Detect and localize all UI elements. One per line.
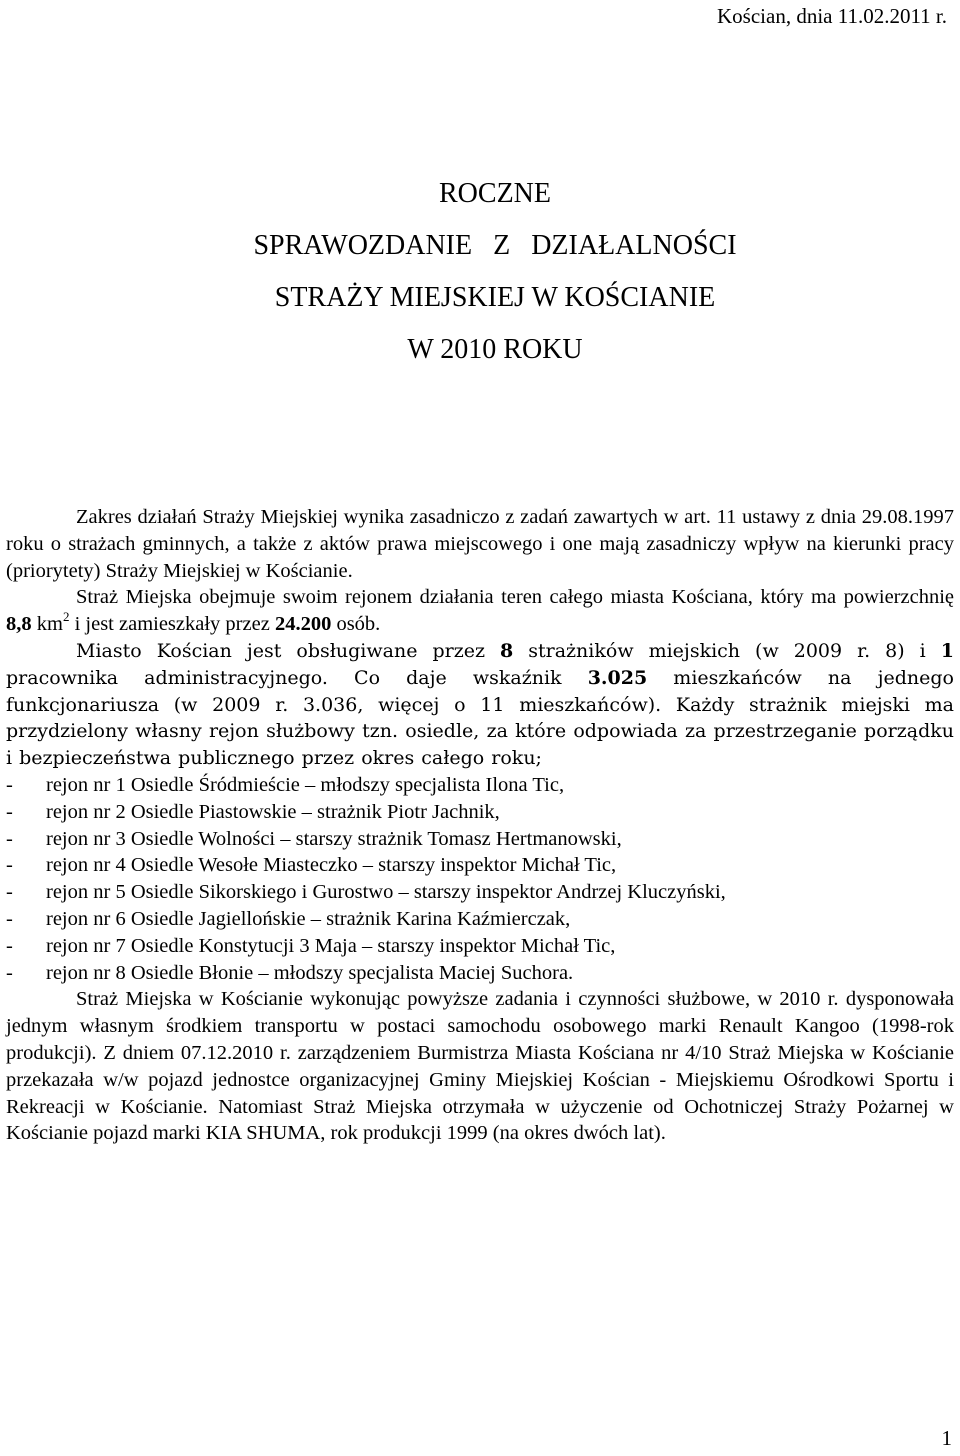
list-item [6,879,954,906]
area-text-a: Straż Miejska obejmuje swoim rejonem działania teren całego miasta Kościana, który ma powierzchnię [76,586,954,609]
list-dash: - [6,800,13,823]
document-date: Kościan, dnia 11.02.2011 r. [717,4,947,28]
paragraph-transport: Straż Miejska w Kościanie wykonując powyższe zadania i czynności służbowe, w 2010 r. dysponowała jednym własnym środkiem transportu w postaci samochodu osobowego marki Renault Kangoo (1998-rok produkcji). Z dniem 07.12.2010 r. zarządzeniem Burmistrza Miasta Kościana nr 4/10 Straż Miejska w Kościanie przekazała w/w pojazd jednostce organizacyjnej Gminy Miejskiej Kościan - Miejskiemu Ośrodkowi Sportu i Rekreacji w Kościanie. Natomiast Straż Miejska otrzymała w użyczenie od Ochotniczej Straży Pożarnej w Kościanie pojazd marki KIA SHUMA, rok produkcji 1999 (na okres dwóch lat). [6,988,954,1145]
staff-text-b: strażników miejskich (w 2009 r. 8) i [513,639,941,662]
list-item-text: rejon nr 5 Osiedle Sikorskiego i Gurostwo – starszy inspektor Andrzej Kluczyński, [46,881,726,904]
list-item [6,906,954,933]
paragraph-area [6,584,954,638]
list-dash: - [6,907,13,930]
ratio-value: 3.025 [587,666,648,689]
title-line-2: SPRAWOZDANIE Z DZIAŁALNOŚCI [253,230,737,261]
list-item-text: rejon nr 6 Osiedle Jagiellońskie – strażnik Karina Kaźmierczak, [46,907,571,930]
staff-text-a: Miasto Kościan jest obsługiwane przez [76,639,500,662]
staff-text-d: mieszkańców na jednego funkcjonariusza (w 2009 r. 3.036, więcej o 11 mieszkańców). [6,666,954,716]
list-dash: - [6,934,13,957]
area-value: 8,8 [6,613,32,636]
list-item-text: rejon nr 7 Osiedle Konstytucji 3 Maja – starszy inspektor Michał Tic, [46,934,616,957]
list-dash: - [6,961,13,984]
area-unit-sup: 2 [62,609,70,625]
document-body [6,504,954,1147]
list-item [6,799,954,826]
list-dash: - [6,854,13,877]
list-item [6,772,954,799]
title-line-1: ROCZNE [439,178,551,209]
list-item [6,826,954,853]
title-line-4: W 2010 ROKU [407,334,583,365]
area-text-d: osób. [331,613,381,636]
area-text-c: i jest zamieszkały przez [69,613,275,636]
population-value: 24.200 [274,613,332,636]
paragraph-scope: Zakres działań Straży Miejskiej wynika zasadniczo z zadań zawartych w art. 11 ustawy z dnia 29.08.1997 roku o strażach gminnych, a także z aktów prawa miejscowego i one mają zasadniczy wpływ na kierunki pracy (priorytety) Straży Miejskiej w Kościanie. [6,506,954,582]
list-item-text: rejon nr 8 Osiedle Błonie – młodszy specjalista Maciej Suchora. [46,961,574,984]
guards-count: 8 [500,639,514,662]
staff-text-e: Każdy strażnik miejski ma przydzielony własny rejon służbowy tzn. osiedle, za które odpowiada za przestrzeganie porządku i bezpieczeństwa publicznego przez okres całego roku; [6,693,954,770]
list-item [6,960,954,987]
list-item-text: rejon nr 3 Osiedle Wolności – starszy strażnik Tomasz Hertmanowski, [46,827,622,850]
list-dash: - [6,773,13,796]
admin-count: 1 [940,639,954,662]
staff-text-c: pracownika administracyjnego. Co daje wskaźnik [6,666,588,689]
list-item-text: rejon nr 4 Osiedle Wesołe Miasteczko – starszy inspektor Michał Tic, [46,854,617,877]
paragraph-staff [6,638,954,772]
document-title [0,168,960,376]
list-dash: - [6,827,13,850]
page-number: 1 [941,1426,952,1450]
title-line-3: STRAŻY MIEJSKIEJ W KOŚCIANIE [274,282,716,313]
list-item [6,933,954,960]
list-dash: - [6,881,13,904]
district-list [6,772,954,986]
area-unit: km [31,613,63,636]
list-item [6,852,954,879]
list-item-text: rejon nr 2 Osiedle Piastowskie – strażnik Piotr Jachnik, [46,800,500,823]
list-item-text: rejon nr 1 Osiedle Śródmieście – młodszy specjalista Ilona Tic, [46,773,565,796]
